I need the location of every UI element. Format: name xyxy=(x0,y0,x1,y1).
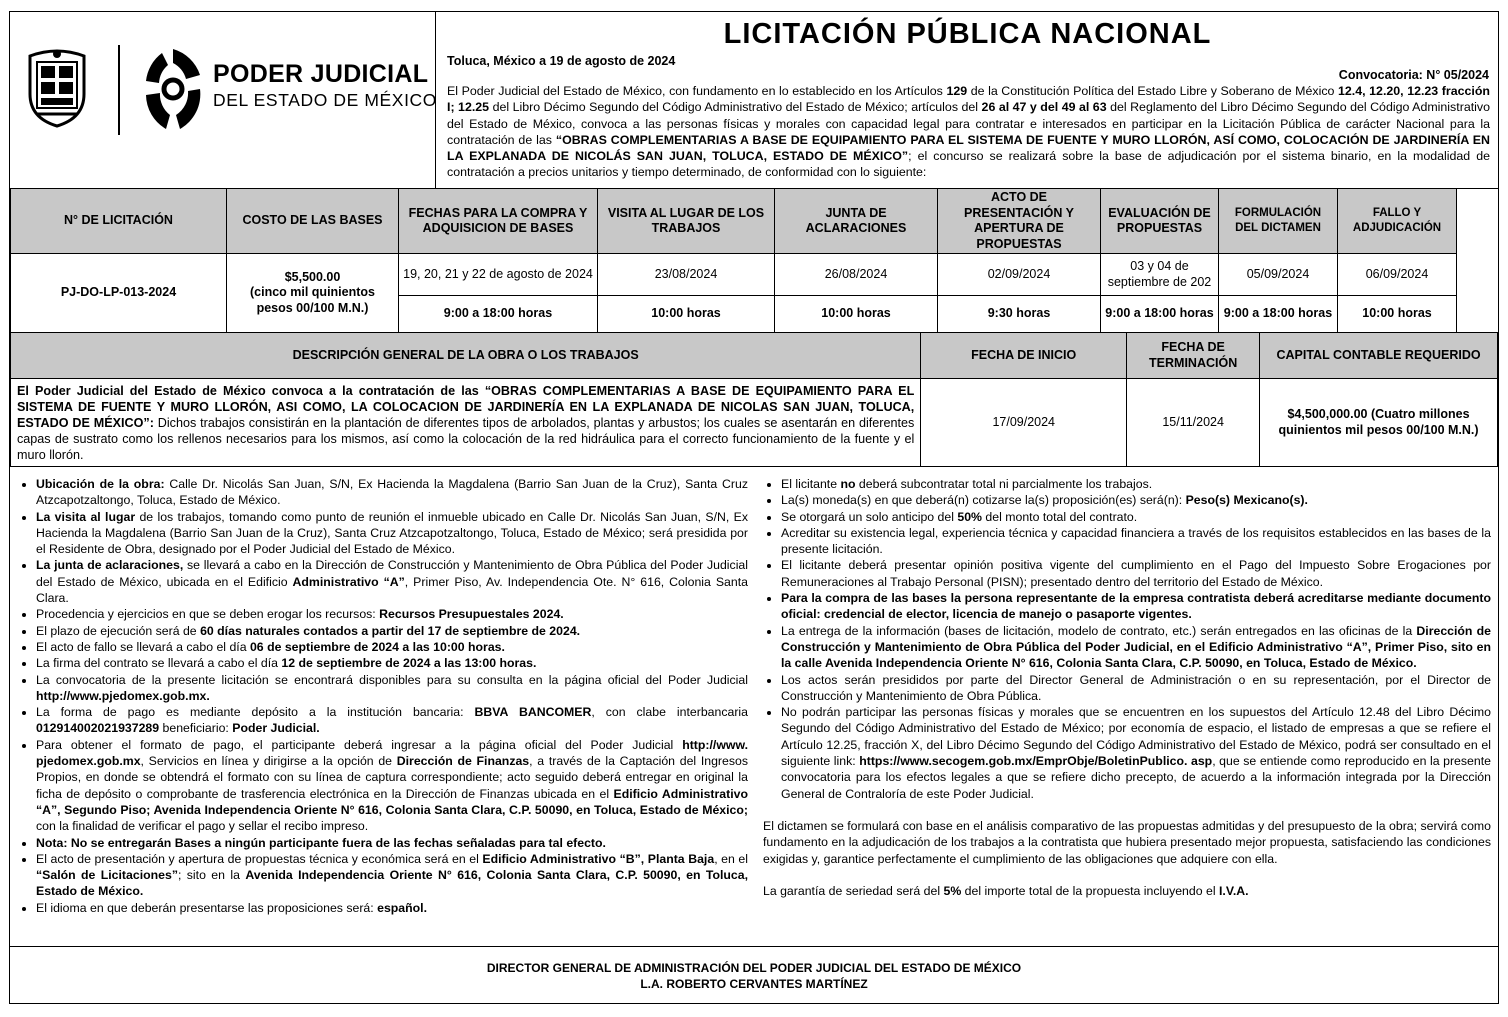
col-header: DESCRIPCIÓN GENERAL DE LA OBRA O LOS TRABAJOS xyxy=(11,333,921,379)
guarantee-paragraph: La garantía de seriedad será del 5% del importe total de la propuesta incluyendo el I.V.A. xyxy=(763,883,1249,898)
signer-title: DIRECTOR GENERAL DE ADMINISTRACIÓN DEL PODER JUDICIAL DEL ESTADO DE MÉXICO xyxy=(486,961,1022,975)
col-header: COSTO DE LAS BASES xyxy=(227,189,399,254)
schedule-date-row xyxy=(11,254,1457,296)
notice-date: Toluca, México a 19 de agosto de 2024 xyxy=(447,54,676,68)
list-item: • Acreditar su existencia legal, experiencia técnica y capacidad financiera a través de los requisitos establecidos en las bases de la presente licitación. xyxy=(781,525,1491,558)
col-header: ACTO DE PRESENTACIÓN Y APERTURA DE PROPUESTAS xyxy=(938,189,1101,254)
col-header: FALLO Y ADJUDICACIÓN xyxy=(1338,189,1457,254)
col-header: N° DE LICITACIÓN xyxy=(11,189,227,254)
list-item: • Nota: No se entregarán Bases a ningún participante fuera de las fechas señaladas para tal efecto. xyxy=(36,835,748,851)
table-cell: 26/08/2024 xyxy=(775,254,938,296)
table-cell: 9:00 a 18:00 horas xyxy=(1219,296,1338,333)
list-item: • El licitante deberá presentar opinión positiva vigente del cumplimiento en el Pago del Impuesto Sobre Erogaciones por Remuneraciones al Trabajo Personal (PISN); presentado dentro del territorio del Estado de México. xyxy=(781,557,1491,590)
table-cell: 9:30 horas xyxy=(938,296,1101,333)
logo-divider xyxy=(118,45,120,135)
table-cell: 03 y 04 de septiembre de 202 xyxy=(1101,254,1219,296)
signature-footer xyxy=(10,946,1498,1005)
list-item: • El acto de fallo se llevará a cabo el día 06 de septiembre de 2024 a las 10:00 horas. xyxy=(36,639,748,655)
list-item: • La forma de pago es mediante depósito a la institución bancaria: BBVA BANCOMER, con clabe interbancaria 012914002021937289 beneficiario: Poder Judicial. xyxy=(36,704,748,737)
description-table xyxy=(10,332,1498,467)
intro-paragraph: El Poder Judicial del Estado de México, con fundamento en lo establecido en los Artículos 129 de la Constitución Política del Estado Libre y Soberano de México 12.4, 12.20, 12.23 fracción I; 12.25 del Libro Décimo Segundo del Código Administrativo del Estado de México; artículos del 26 al 47 y del 49 al 63 del Reglamento del Libro Décimo Segundo del Código Administrativo del Estado de México, convoca a las personas físicas y morales con capacidad legal para contratar e interesados en participar en la Licitación Pública de carácter Nacional para la contratación de las “OBRAS COMPLEMENTARIAS A BASE DE EQUIPAMIENTO PARA EL SISTEMA DE FUENTE Y MURO LLORÓN, ASÍ COMO, COLOCACIÓN DE JARDINERÍA EN LA EXPLANADA DE NICOLÁS SAN JUAN, TOLUCA, ESTADO DE MÉXICO”; el concurso se realizará sobre la base de adjudicación por el sistema binario, en la modalidad de contratación a precios unitarios y tiempo determinado, de conformidad con lo siguiente: xyxy=(447,84,1490,180)
col-header: VISITA AL LUGAR DE LOS TRABAJOS xyxy=(598,189,775,254)
table-cell: 9:00 a 18:00 horas xyxy=(399,296,598,333)
table-cell: 19, 20, 21 y 22 de agosto de 2024 xyxy=(399,254,598,296)
col-header: FORMULACIÓN DEL DICTAMEN xyxy=(1219,189,1338,254)
poder-judicial-logo-icon xyxy=(142,45,204,133)
list-item: • Procedencia y ejercicios en que se deben erogar los recursos: Recursos Presupuestales 2024. xyxy=(36,606,748,622)
bases-cost-amount: $5,500.00 xyxy=(284,269,341,284)
page-title: LICITACIÓN PÚBLICA NACIONAL xyxy=(723,18,1212,50)
table-cell: 23/08/2024 xyxy=(598,254,775,296)
col-header: CAPITAL CONTABLE REQUERIDO xyxy=(1260,333,1498,379)
convocatoria-number: Convocatoria: N° 05/2024 xyxy=(1338,68,1489,82)
list-item: • El licitante no deberá subcontratar total ni parcialmente los trabajos. xyxy=(781,476,1491,492)
list-item: • El acto de presentación y apertura de propuestas técnica y económica será en el Edificio Administrativo “B”, Planta Baja, en el “Salón de Licitaciones”; sito en la Avenida Independencia Oriente N° 616, Colonia Santa Clara, C.P. 50090, en Toluca, Estado de México. xyxy=(36,851,748,900)
right-conditions-list xyxy=(763,476,1491,899)
list-item: • Los actos serán presididos por parte del Director General de Administración o en su representación, por el Director de Construcción y Mantenimiento de Obra Pública. xyxy=(781,672,1491,705)
col-header: EVALUACIÓN DE PROPUESTAS xyxy=(1101,189,1219,254)
list-item: • La firma del contrato se llevará a cabo el día 12 de septiembre de 2024 a las 13:00 horas. xyxy=(36,655,748,671)
dictamen-paragraph: El dictamen se formulará con base en el análisis comparativo de las propuestas admitidas y del presupuesto de la obra; servirá como fundamento en la adjudicación de los trabajos a la contratista que hubiera presentado mejor propuesta, satisfaciendo las condiciones exigidas y, garantice perfectamente el cumplimiento de las obligaciones que adquiere con ella. xyxy=(763,818,1491,866)
bases-cost-words: (cinco mil quinientos pesos 00/100 M.N.) xyxy=(249,285,375,315)
table-cell: 02/09/2024 xyxy=(938,254,1101,296)
table-cell: 06/09/2024 xyxy=(1338,254,1457,296)
signer-name: L.A. ROBERTO CERVANTES MARTÍNEZ xyxy=(640,977,868,991)
schedule-header-row xyxy=(11,189,1457,254)
description-row xyxy=(11,379,1498,467)
header xyxy=(10,12,1498,189)
work-description: El Poder Judicial del Estado de México convoca a la contratación de las “OBRAS COMPLEMENTARIAS A BASE DE EQUIPAMIENTO PARA EL SISTEMA DE FUENTE Y MURO LLORÓN, ASI COMO, LA COLOCACION DE JARDINERÍA EN LA EXPLANADA DE NICOLAS SAN JUAN, TOLUCA, ESTADO DE MÉXICO”: Dichos trabajos consistirán en la plantación de diferentes tipos de arbolados, plantas y arbustos; los cuales se asentarán en diferentes capas de sustrato como los rellenos necesarios para los mismos, así como la colocación de la red hidráulica para el correcto funcionamiento de la fuente y el muro llorón. xyxy=(11,379,921,467)
brand-name: PODER JUDICIAL xyxy=(213,60,429,88)
table-cell: 10:00 horas xyxy=(1338,296,1457,333)
col-header: JUNTA DE ACLARACIONES xyxy=(775,189,938,254)
table-cell: 10:00 horas xyxy=(775,296,938,333)
col-header: FECHA DE TERMINACIÓN xyxy=(1127,333,1260,379)
list-item: • Se otorgará un solo anticipo del 50% del monto total del contrato. xyxy=(781,509,1491,525)
brand-subtitle: DEL ESTADO DE MÉXICO xyxy=(213,90,437,110)
list-item: • No podrán participar las personas físicas y morales que se encuentren en los supuestos del Artículo 12.48 del Libro Décimo Segundo del Código Administrativo del Estado de México; por economía de espacio, el listado de empresas a que se refiere el Artículo 12.25, fracción X, del Libro Décimo Segundo del Código Administrativo del Estado de México, podrá ser consultado en el siguiente link: https://www.secogem.gob.mx/EmprObje/BoletinPublico. asp, que se entiende como reproducido en la presente convocatoria para los efectos legales a que se refiere dicho precepto, de acuerdo a la información integrada por la Dirección General de Contraloría de este Poder Judicial. xyxy=(781,704,1491,802)
start-date: 17/09/2024 xyxy=(921,379,1127,467)
table-cell: 9:00 a 18:00 horas xyxy=(1101,296,1219,333)
list-item: • El plazo de ejecución será de 60 días naturales contados a partir del 17 de septiembre de 2024. xyxy=(36,623,748,639)
list-item: • La entrega de la información (bases de licitación, modelo de contrato, etc.) serán entregados en las oficinas de la Dirección de Construcción y Mantenimiento de Obra Pública del Poder Judicial, en el Edificio Administrativo “A”, Primer Piso, sito en la calle Avenida Independencia Oriente N° 616, Colonia Santa Clara, C.P. 50090, en Toluca, Estado de México. xyxy=(781,623,1491,672)
schedule-table xyxy=(10,188,1457,333)
state-seal-icon xyxy=(24,48,90,128)
col-header: FECHAS PARA LA COMPRA Y ADQUISICION DE BASES xyxy=(399,189,598,254)
table-cell: 10:00 horas xyxy=(598,296,775,333)
list-item: • Ubicación de la obra: Calle Dr. Nicolás San Juan, S/N, Ex Hacienda la Magdalena (Barrio San Juan de la Cruz), Santa Cruz Atzcapotzaltongo, Toluca, Estado de México. xyxy=(36,476,748,509)
left-conditions-list xyxy=(18,476,748,916)
required-capital: $4,500,000.00 (Cuatro millones quinientos mil pesos 00/100 M.N.) xyxy=(1260,379,1498,467)
logo-area xyxy=(10,12,436,188)
list-item: • Para la compra de las bases la persona representante de la empresa contratista deberá acreditarse mediante documento oficial: credencial de elector, licencia de manejo o pasaporte vigentes. xyxy=(781,590,1491,623)
notice-frame xyxy=(9,11,1499,1004)
list-item: • La visita al lugar de los trabajos, tomando como punto de reunión el inmueble ubicado en Calle Dr. Nicolás San Juan, S/N, Ex Hacienda la Magdalena (Barrio San Juan de la Cruz), Santa Cruz Atzcapotzaltongo, Toluca, Estado de México; será presidida por el Residente de Obra, designado por el Poder Judicial del Estado de México. xyxy=(36,509,748,558)
col-header: FECHA DE INICIO xyxy=(921,333,1127,379)
list-item: • Para obtener el formato de pago, el participante deberá ingresar a la página oficial del Poder Judicial http://www. pjedomex.gob.mx, Servicios en línea y dirigirse a la opción de Dirección de Finanzas, a través de la Captación del Ingresos Propios, en donde se obtendrá el formato con su línea de captura correspondiente; acto seguido deberá entregar en original la ficha de depósito o comprobante de trasferencia electrónica en la Dirección de Finanzas ubicada en el Edificio Administrativo “A”, Segundo Piso; Avenida Independencia Oriente N° 616, Colonia Santa Clara, C.P. 50090, en Toluca, Estado de México; con la finalidad de verificar el pago y sellar el recibo impreso. xyxy=(36,737,748,835)
description-header-row xyxy=(11,333,1498,379)
end-date: 15/11/2024 xyxy=(1127,379,1260,467)
list-item: • La(s) moneda(s) en que deberá(n) cotizarse la(s) proposición(es) será(n): Peso(s) Mexicano(s). xyxy=(781,492,1491,508)
licitacion-number: PJ-DO-LP-013-2024 xyxy=(11,254,227,333)
list-item: • La convocatoria de la presente licitación se encontrará disponibles para su consulta en la página oficial del Poder Judicial http://www.pjedomex.gob.mx. xyxy=(36,672,748,705)
table-cell: 05/09/2024 xyxy=(1219,254,1338,296)
list-item: • El idioma en que deberán presentarse las proposiciones será: español. xyxy=(36,900,748,916)
list-item: • La junta de aclaraciones, se llevará a cabo en la Dirección de Construcción y Mantenimiento de Obra Pública del Poder Judicial del Estado de México, ubicada en el Edificio Administrativo “A”, Primer Piso, Av. Independencia Ote. N° 616, Colonia Santa Clara. xyxy=(36,557,748,606)
bases-cost xyxy=(227,254,399,333)
